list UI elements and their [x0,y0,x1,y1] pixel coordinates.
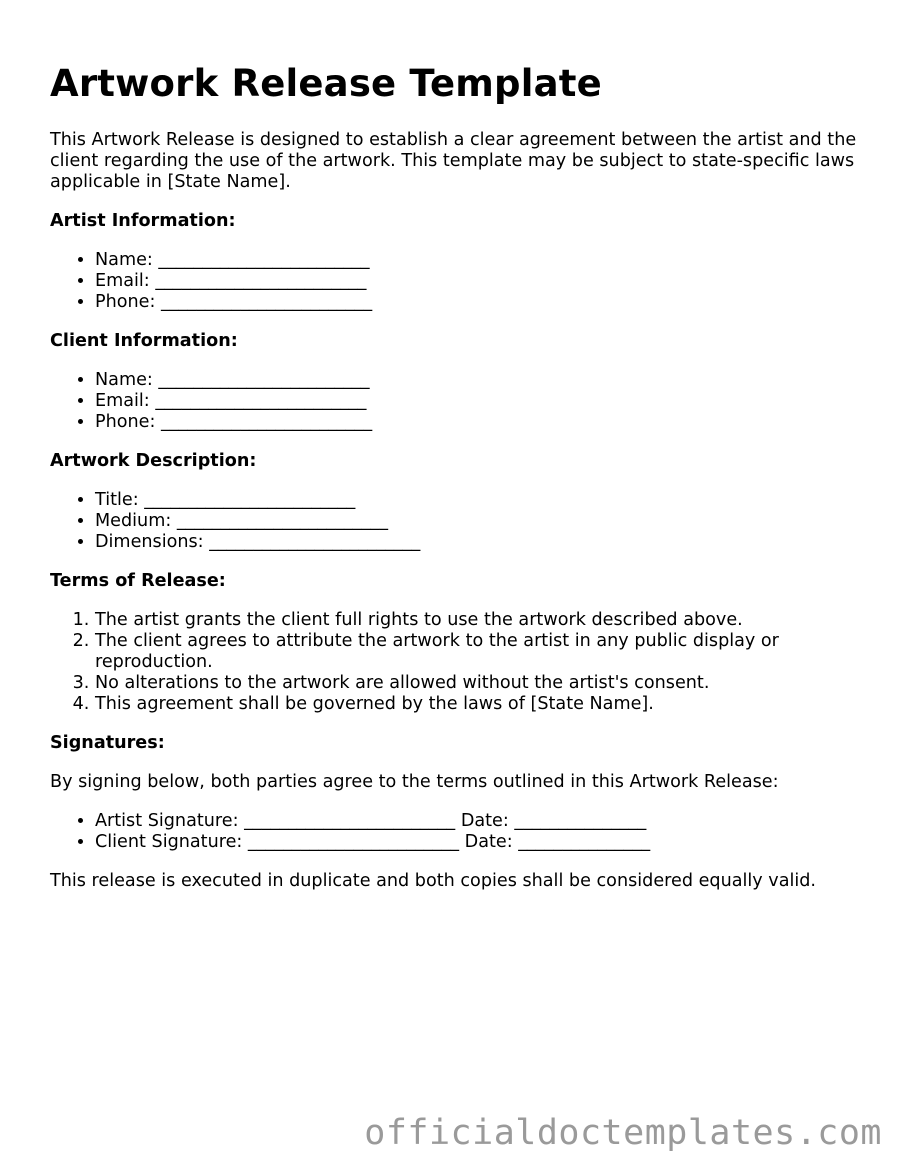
signatures-heading: Signatures: [50,733,165,753]
artwork-medium-field: • Medium: ________________________ [95,511,860,532]
client-name-field: • Name: ________________________ [95,370,860,391]
artwork-title-field: • Title: ________________________ [95,490,860,511]
term-item: 1. The artist grants the client full rights to use the artwork described above. [95,610,860,631]
closing-paragraph: This release is executed in duplicate and both copies shall be considered equally valid. [50,871,817,891]
client-signature-line: • Client Signature: ________________________ Date: _______________ [95,832,860,853]
artist-phone-field: • Phone: ________________________ [95,292,860,313]
artist-email-field: • Email: ________________________ [95,271,860,292]
page-title: Artwork Release Template [50,62,602,105]
term-item: 3. No alterations to the artwork are allowed without the artist's consent. [95,673,860,694]
artist-signature-line: • Artist Signature: ________________________ Date: _______________ [95,811,860,832]
artist-info-list [50,250,860,313]
artist-name-field: • Name: ________________________ [95,250,860,271]
artwork-description-heading: Artwork Description: [50,451,257,471]
artist-info-heading: Artist Information: [50,211,236,231]
document-page [50,58,860,910]
client-phone-field: • Phone: ________________________ [95,412,860,433]
signatures-list [50,811,860,853]
client-email-field: • Email: ________________________ [95,391,860,412]
client-info-list [50,370,860,433]
client-info-heading: Client Information: [50,331,238,351]
intro-paragraph: This Artwork Release is designed to establish a clear agreement between the artist and the client regarding the use of the artwork. This template may be subject to state-specific laws applicable in [State Name]. [50,130,857,192]
watermark: officialdoctemplates.com [364,1113,882,1153]
term-item: 4. This agreement shall be governed by the laws of [State Name]. [95,694,860,715]
term-item: 2. The client agrees to attribute the artwork to the artist in any public display or reproduction. [95,631,860,673]
artwork-description-list [50,490,860,553]
terms-heading: Terms of Release: [50,571,226,591]
artwork-dimensions-field: • Dimensions: ________________________ [95,532,860,553]
signatures-intro: By signing below, both parties agree to the terms outlined in this Artwork Release: [50,772,779,792]
terms-list [50,610,860,715]
